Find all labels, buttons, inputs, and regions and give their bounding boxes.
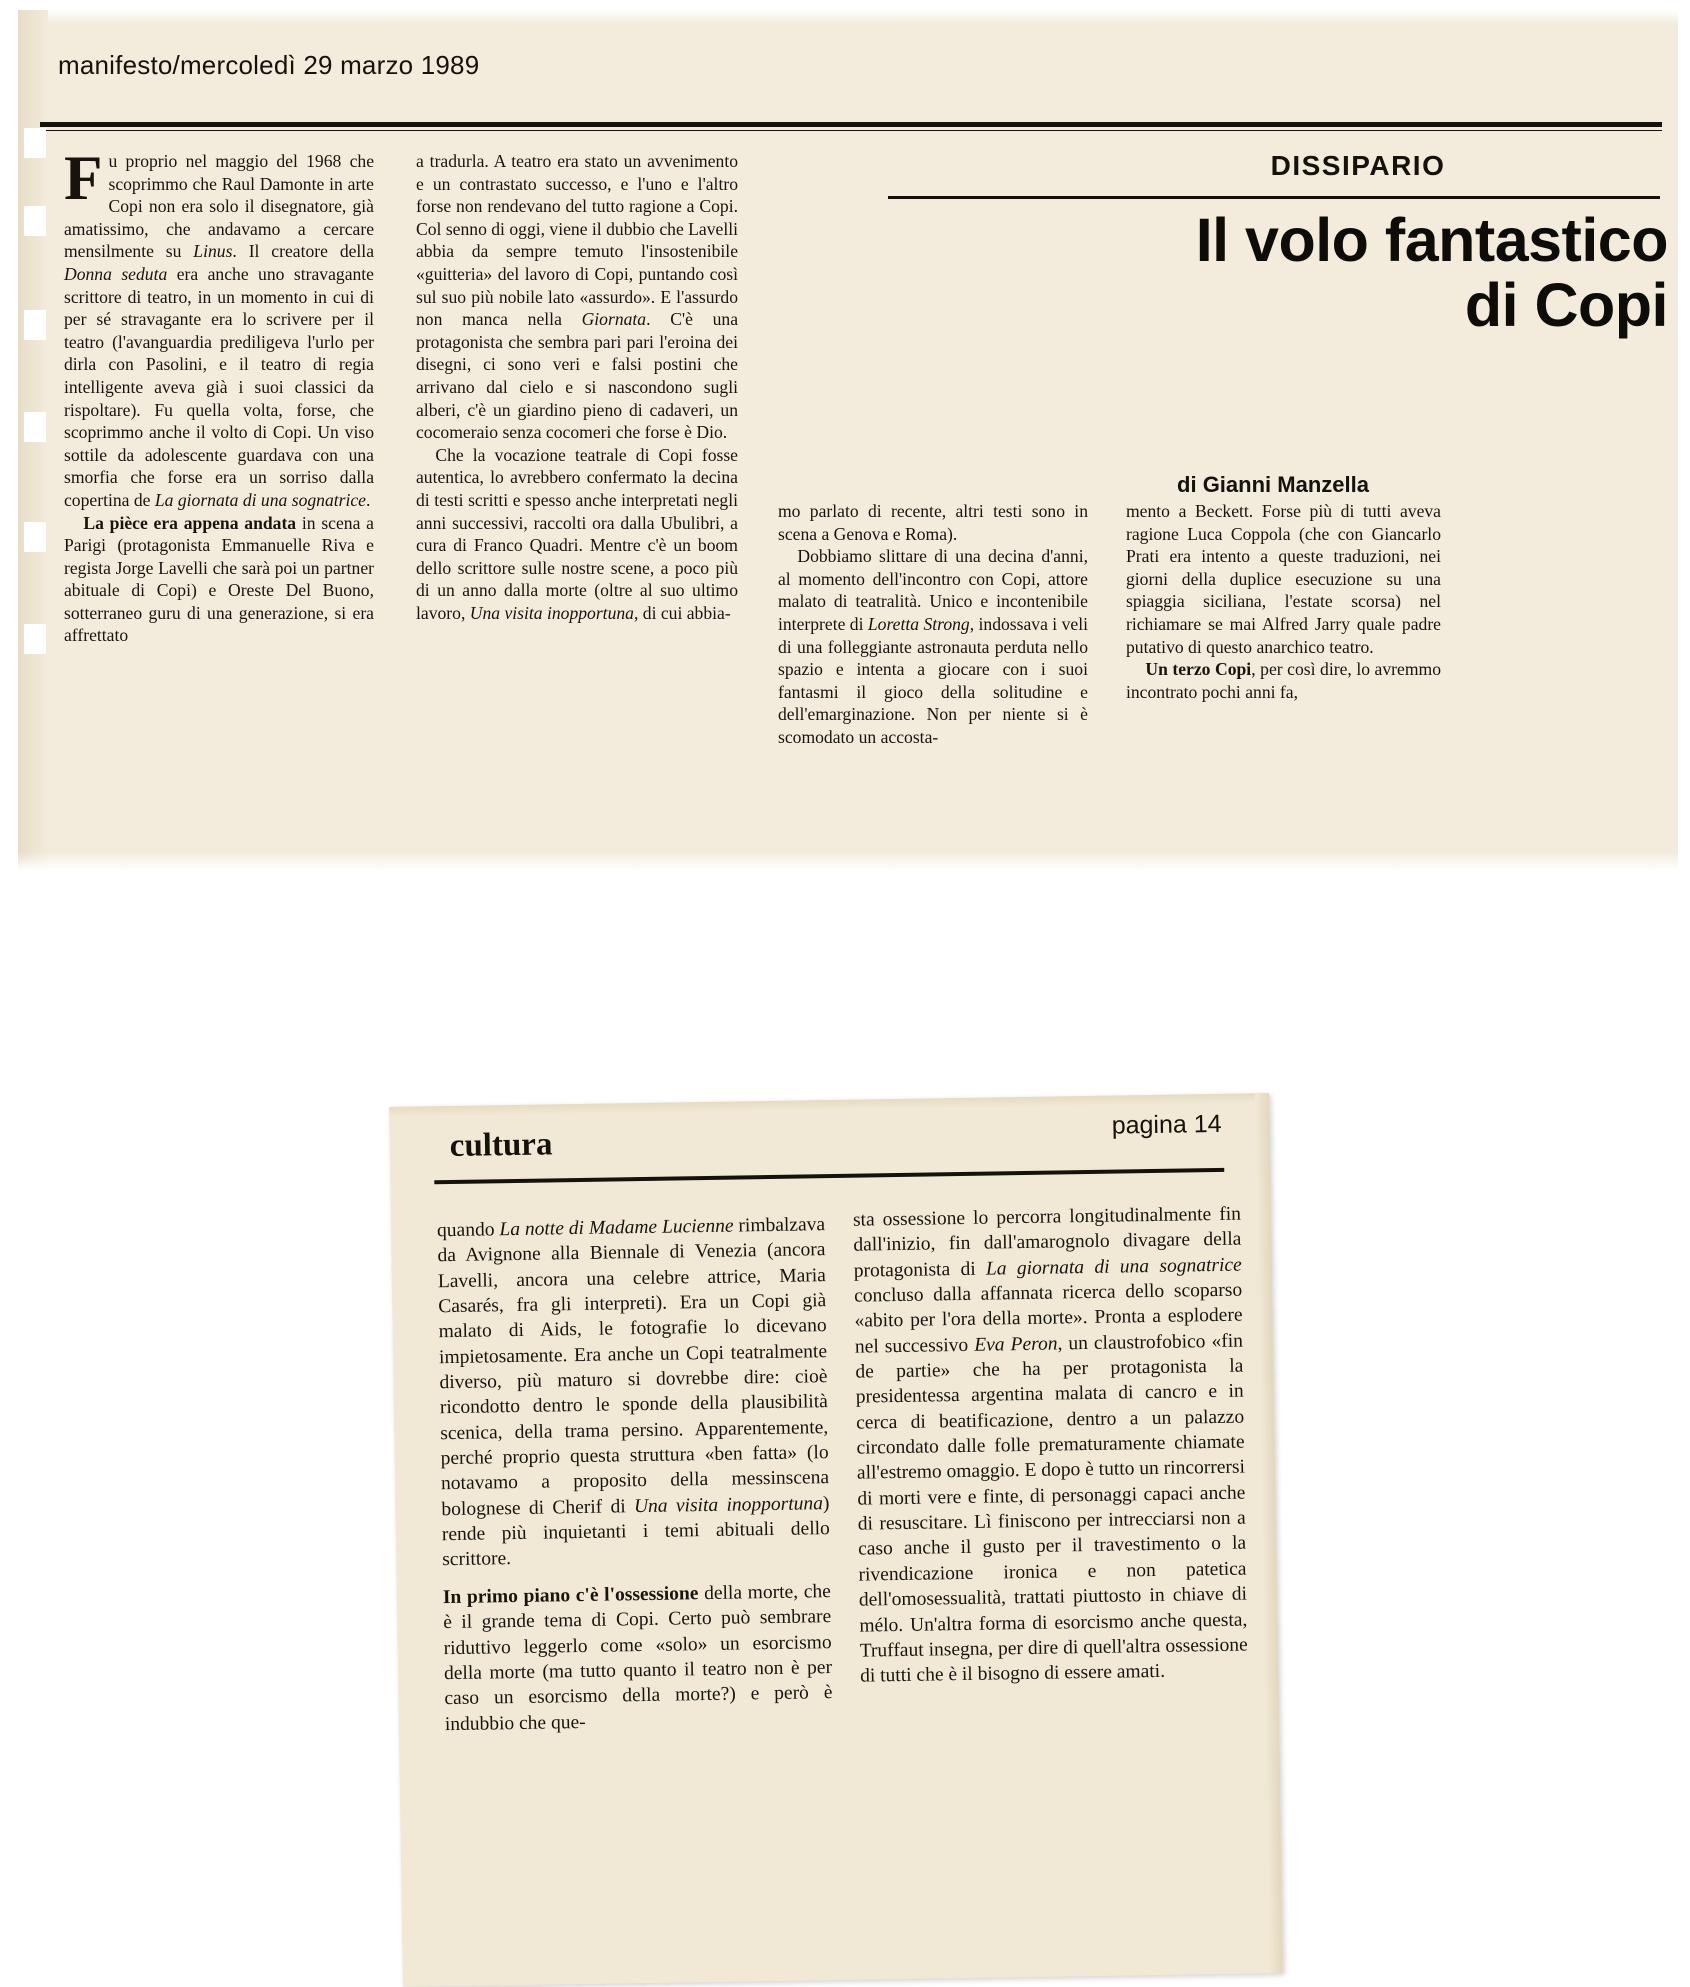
article-column-1 <box>64 143 375 647</box>
masthead <box>58 50 479 81</box>
paragraph: u proprio nel maggio del 1968 che scoprimmo che Raul Damonte in arte Copi non era solo il disegnatore, già amatissimo, che andavamo a cercare mensilmente su Linus. Il creatore della Donna seduta era anche uno stravagante scrittore di teatro, in un momento in cui di per sé stravagante era lo scrivere per il teatro (l'avanguardia prediligeva l'urlo per dirla con Pasolini, e il teatro di regia intelligente aveva già i suoi classici da rispoltare). Fu quella volta, forse, che scoprimmo anche il volto di Copi. Un viso sottile da adolescente guardava con una smorfia che forse era un sorriso dalla copertina de La giornata di una sognatrice. <box>64 151 375 510</box>
binder-hole <box>24 624 46 654</box>
binder-hole <box>24 412 46 442</box>
paragraph: La pièce era appena andata in scena a Parigi (protagonista Emmanuelle Riva e regista Jorge Lavelli che sarà poi un partner abituale di Copi) e Oreste Del Buono, sotterraneo guru di una generazione, si era affrettato <box>64 512 374 646</box>
binder-hole <box>24 206 46 236</box>
header-rule <box>40 122 1662 127</box>
article-kicker: DISSIPARIO <box>1270 150 1446 181</box>
paragraph: a tradurla. A teatro era stato un avvenimento e un contrastato successo, e l'uno e l'altro forse non rendevano del tutto ragione a Copi. Col senno di oggi, viene il dubbio che Lavelli abbia da sempre temuto l'insostenibile «guitteria» del lavoro di Copi, puntando così sul suo più nobile lato «assurdo». E l'assurdo non manca nella Giornata. C'è una protagonista che sembra pari pari l'eroina dei disegni, ci sono veri e falsi postini che arrivano dal cielo e si nascondono sugli alberi, c'è un giardino pieno di cadaveri, un cocomeraio senza cocomeri che forse è Dio. <box>416 151 739 443</box>
article-column-4 <box>1126 500 1441 703</box>
section-label: cultura <box>449 1126 553 1165</box>
page-number-label: pagina 14 <box>1111 1109 1222 1140</box>
headline-line-2: di Copi <box>1464 270 1668 339</box>
header-rule-thin <box>40 130 1662 131</box>
paragraph: mento a Beckett. Forse più di tutti aveva ragione Luca Coppola (che con Giancarlo Prati era intento a queste traduzioni, nei giorni della duplice esecuzione su una spiaggia siciliana, l'estate scorsa) nel richiamare se mai Alfred Jarry quale padre putativo di questo anarchico teatro. <box>1126 501 1441 657</box>
paper-edge-right <box>1255 1093 1283 1973</box>
article-column-3 <box>778 500 1088 749</box>
bottom-newspaper-clipping <box>389 1093 1283 1987</box>
masthead-text: manifesto/mercoledì 29 marzo 1989 <box>58 50 480 80</box>
paragraph: mo parlato di recente, altri testi sono in scena a Genova e Roma). <box>778 501 1088 544</box>
binder-hole <box>24 310 46 340</box>
article-headline <box>878 208 1668 337</box>
paragraph: Dobbiamo slittare di una decina d'anni, al momento dell'incontro con Copi, attore malato di teatralità. Unico e incontenibile interprete di Loretta Strong, indossava i veli di una folleggiante astronauta perduta nello spazio e intenta a giocare con i suoi fantasmi il gioco della solitudine e dell'emarginazione. Non per niente si è scomodato un accosta- <box>778 546 1088 747</box>
binder-hole <box>24 522 46 552</box>
paragraph: In primo piano c'è l'ossessione della morte, che è il grande tema di Copi. Certo può sembrare riduttivo leggerlo come «solo» un esorcismo della morte (ma tutto quanto il teatro non è per caso un esorcismo della morte?) e però è indubbio che que- <box>442 1580 833 1735</box>
paragraph: sta ossessione lo percorra longitudinalmente fin dall'inizio, fin dall'amarognolo divagare della protagonista di La giornata di una sognatrice concluso dalla affannata ricerca dello scoparso «abito per l'ora della morte». Pronta a esplodere nel successivo Eva Peron, un claustrofobico «fin de partie» che ha per protagonista la presidentessa argentina malata di cancro e in cerca di beatificazione, dentro a un palazzo circondato dalle folle prematuramente chiamate all'estremo omaggio. E dopo è tutto un rincorrersi di morti vere e finte, di personaggi capaci anche di resuscitare. Lì finiscono per intrecciarsi non a caso anche il gusto per il travestimento o la rivendicazione ironica e non patetica dell'omosessualità, trattati piuttosto in chiave di mélo. Un'altra forma di esorcismo anche questa, Truffaut insegna, per dire di quell'altra ossessione di tutti che è il bisogno di essere amati. <box>852 1203 1248 1687</box>
paragraph: quando La notte di Madame Lucienne rimbalzava da Avignone alla Biennale di Venezia (ancora Lavelli, ancora una celebre attrice, Maria Casarés, fra gli interpreti). Era un Copi già malato di Aids, le fotografie lo dicevano impietosamente. Era anche un Copi teatralmente diverso, più maturo si dovrebbe dire: cioè ricondotto dentro le sponde della plausibilità scenica, della trama persino. Apparentemente, perché proprio questa struttura «ben fatta» (lo notavamo a proposito della messinscena bolognese di Cherif di Una visita inopportuna) rende più inquietanti i temi abituali dello scrittore. <box>436 1214 830 1571</box>
binder-hole <box>24 128 46 158</box>
drop-cap: F <box>64 143 103 213</box>
paragraph: Che la vocazione teatrale di Copi fosse autentica, lo avrebbero confermato la decina di testi scritti e spesso anche interpretati negli anni successivi, raccolti ora dalla Ubulibri, a cura di Franco Quadri. Mentre c'è un boom dello scrittore sulle nostre scene, a poco più di un anno dalla morte (oltre al suo ultimo lavoro, Una visita inopportuna, di cui abbia- <box>416 444 738 623</box>
continuation-column-1 <box>437 1212 833 1737</box>
kicker-rule <box>888 196 1660 199</box>
headline-line-1: Il volo fantastico <box>1195 206 1668 274</box>
top-newspaper-clipping <box>18 10 1678 870</box>
continuation-column-2 <box>853 1202 1249 1690</box>
article-byline: di Gianni Manzella <box>1177 472 1369 497</box>
section-rule <box>434 1168 1224 1184</box>
article-column-2 <box>416 150 738 624</box>
paper-edge-top <box>18 10 1678 24</box>
paragraph: Un terzo Copi, per così dire, lo avremmo incontrato pochi anni fa, <box>1126 659 1442 702</box>
paper-edge-bottom <box>18 852 1678 870</box>
